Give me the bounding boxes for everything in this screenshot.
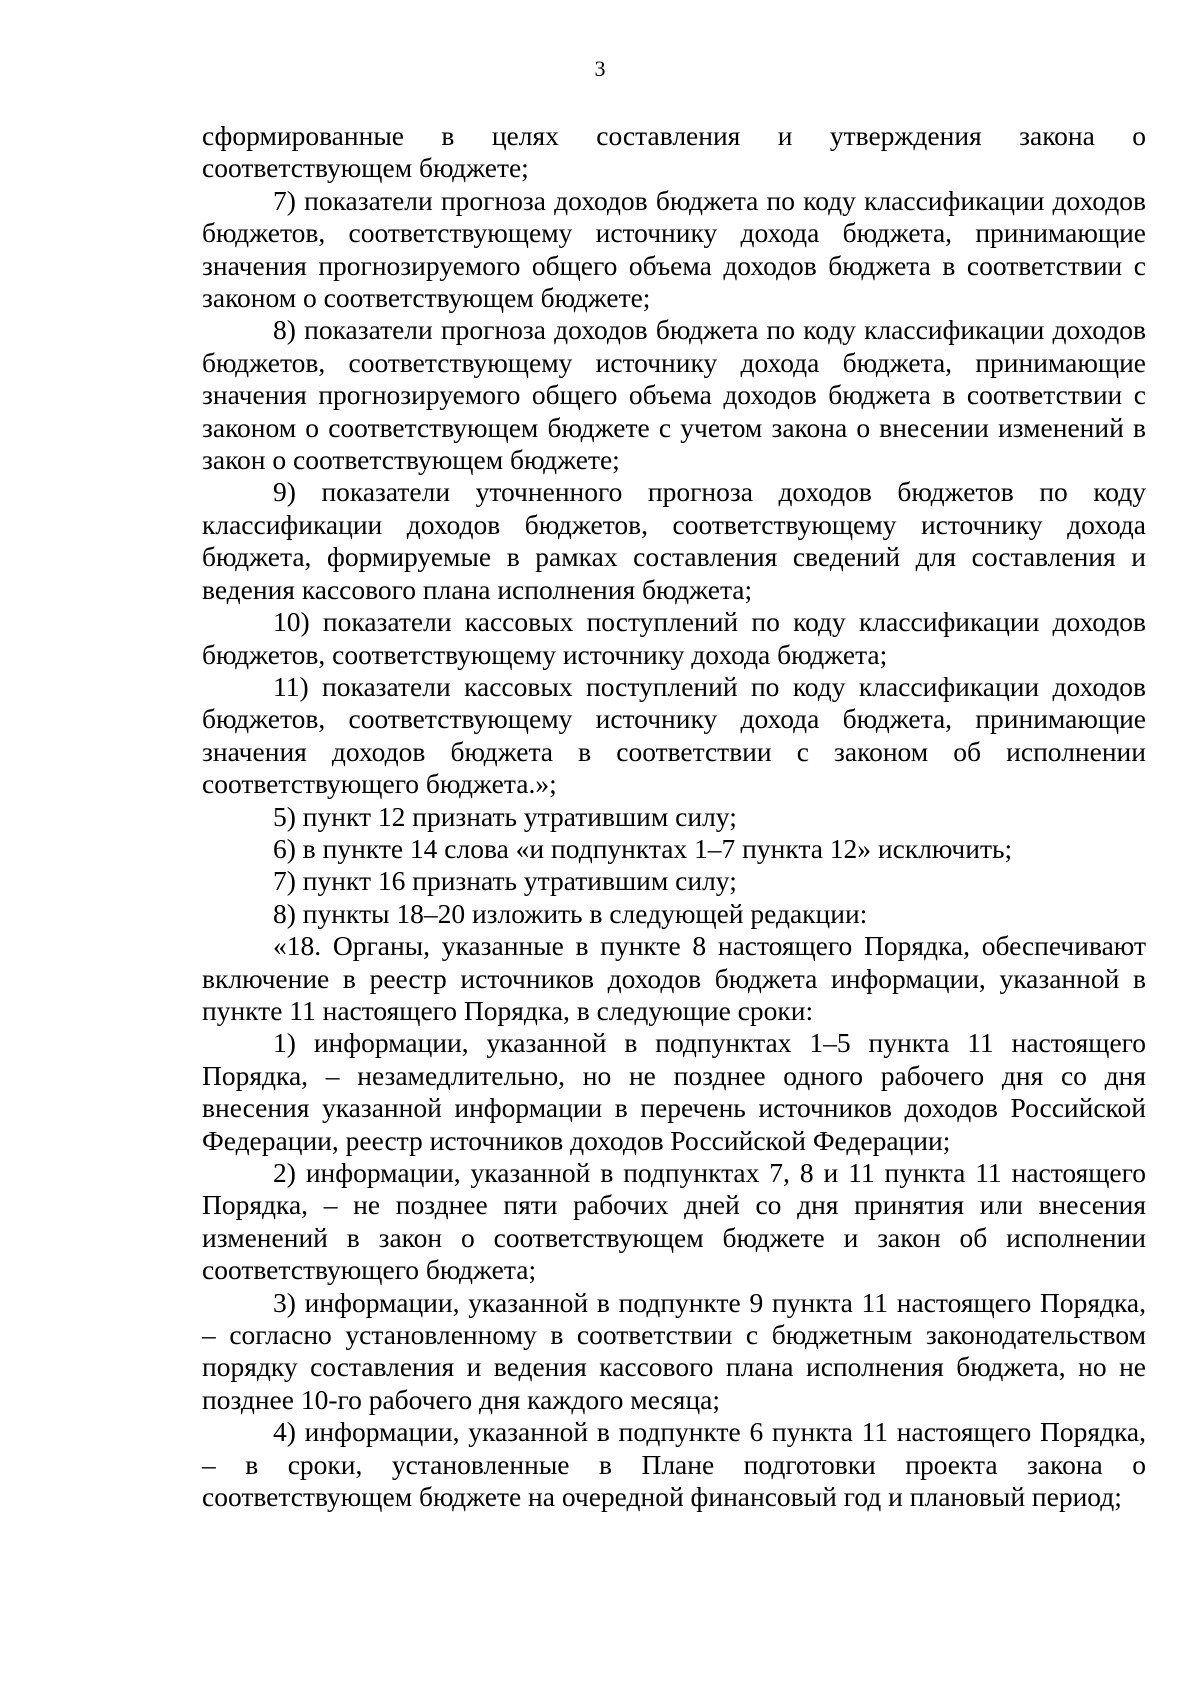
- paragraph: 1) информации, указанной в подпунктах 1–5 пункта 11 настоящего Порядка, – незамедлительно, но не позднее одного рабочего дня со дня внесения указанной информации в перечень источников доходов Российской Федерации, реестр источников доходов Российской Федерации;: [202, 1027, 1146, 1156]
- paragraph: 7) показатели прогноза доходов бюджета по коду классификации доходов бюджетов, соответствующему источнику дохода бюджета, принимающие значения прогнозируемого общего объема доходов бюджета в соответствии с законом о соответствующем бюджете;: [202, 184, 1146, 314]
- paragraph: 7) пункт 16 признать утратившим силу;: [273, 865, 737, 897]
- paragraph: «18. Органы, указанные в пункте 8 настоящего Порядка, обеспечивают включение в реестр источников доходов бюджета информации, указанной в пункте 11 настоящего Порядка, в следующие сроки:: [202, 930, 1146, 1026]
- paragraph: 9) показатели уточненного прогноза доходов бюджетов по коду классификации доходов бюджетов, соответствующему источнику дохода бюджета, формируемые в рамках составления сведений для составления и ведения кассового плана исполнения бюджета;: [202, 476, 1146, 605]
- paragraph: 11) показатели кассовых поступлений по коду классификации доходов бюджетов, соответствующему источнику дохода бюджета, принимающие значения доходов бюджета в соответствии с законом об исполнении соответствующего бюджета.»;: [202, 670, 1146, 800]
- paragraph: 6) в пункте 14 слова «и подпунктах 1–7 пункта 12» исключить;: [273, 832, 1013, 864]
- document-body: [202, 120, 1146, 1513]
- paragraph: сформированные в целях составления и утверждения закона о соответствующем бюджете;: [202, 120, 1146, 184]
- page-number: 3: [594, 56, 606, 81]
- paragraph: 3) информации, указанной в подпункте 9 пункта 11 настоящего Порядка, – согласно установленному в соответствии с бюджетным законодательством порядку составления и ведения кассового плана исполнения бюджета, но не позднее 10-го рабочего дня каждого месяца;: [202, 1286, 1146, 1415]
- paragraph: 8) показатели прогноза доходов бюджета по коду классификации доходов бюджетов, соответствующему источнику дохода бюджета, принимающие значения прогнозируемого общего объема доходов бюджета в соответствии с законом о соответствующем бюджете с учетом закона о внесении изменений в закон о соответствующем бюджете;: [202, 314, 1146, 476]
- paragraph: 4) информации, указанной в подпункте 6 пункта 11 настоящего Порядка, – в сроки, установленные в Плане подготовки проекта закона о соответствующем бюджете на очередной финансовый год и плановый период;: [202, 1416, 1146, 1513]
- paragraph: 5) пункт 12 признать утратившим силу;: [273, 800, 737, 832]
- paragraph: 10) показатели кассовых поступлений по коду классификации доходов бюджетов, соответствующему источнику дохода бюджета;: [202, 606, 1146, 670]
- paragraph: 8) пункты 18–20 изложить в следующей редакции:: [273, 897, 868, 929]
- paragraph: 2) информации, указанной в подпунктах 7, 8 и 11 пункта 11 настоящего Порядка, – не позднее пяти рабочих дней со дня принятия или внесения изменений в закон о соответствующем бюджете и закон об исполнении соответствующего бюджета;: [202, 1157, 1146, 1286]
